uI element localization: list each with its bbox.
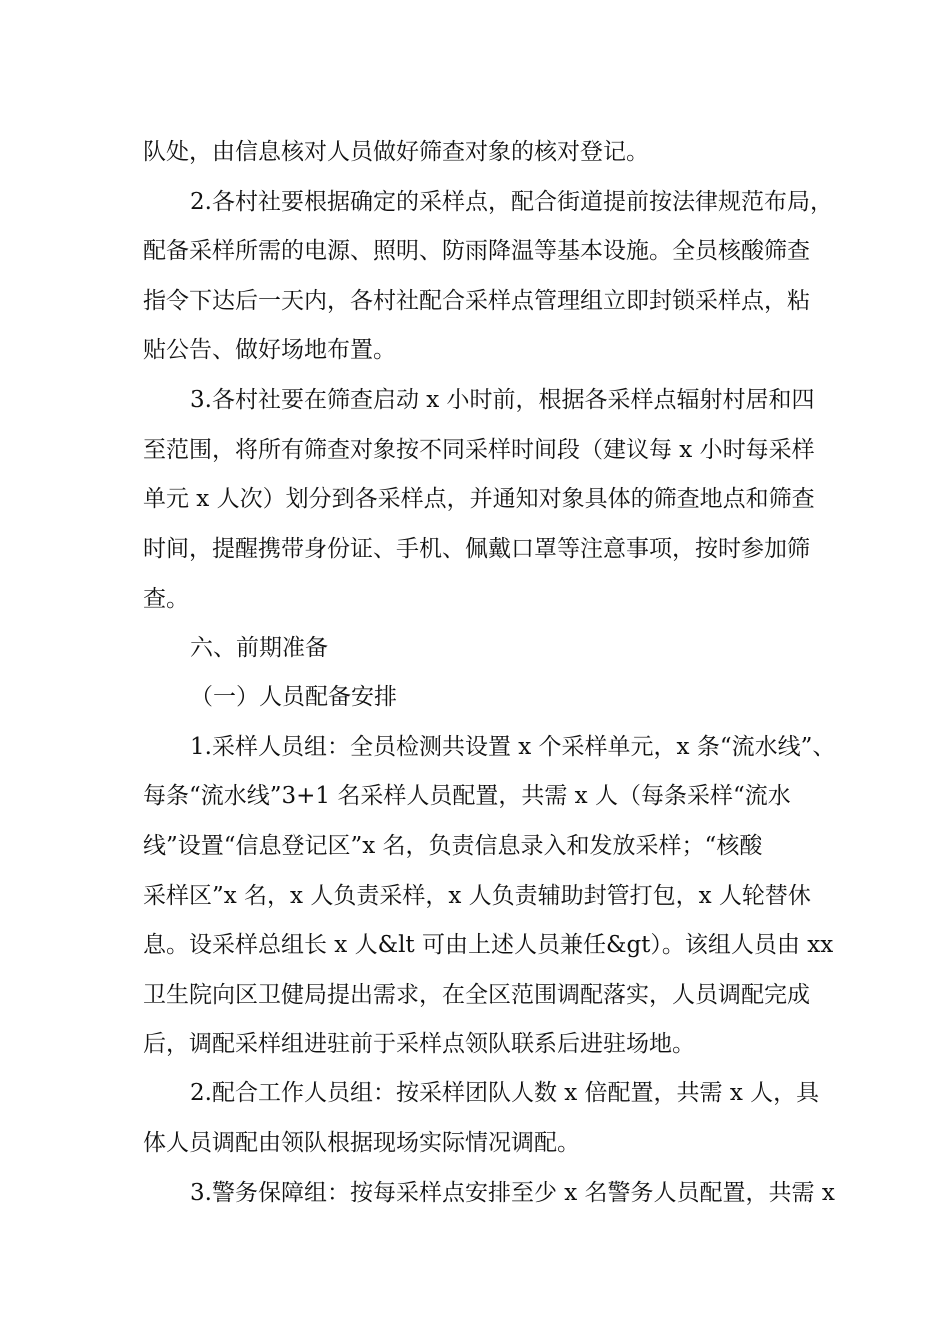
text-line-1: 队处，由信息核对人员做好筛查对象的核对登记。 <box>143 139 649 165</box>
text-line-4: 指令下达后一天内，各村社配合采样点管理组立即封锁采样点，粘 <box>143 288 810 314</box>
text-line-6: 3.各村社要在筛查启动 x 小时前，根据各采样点辐射村居和四 <box>190 387 815 413</box>
text-line-20: 2.配合工作人员组：按采样团队人数 x 倍配置，共需 x 人，具 <box>190 1080 820 1106</box>
text-line-17: 息。设采样总组长 x 人&lt 可由上述人员兼任&gt）。该组人员由 xx <box>143 932 834 958</box>
text-line-2: 2.各村社要根据确定的采样点，配合街道提前按法律规范布局， <box>190 189 833 215</box>
text-line-15: 线”设置“信息登记区”x 名，负责信息录入和发放采样；“核酸 <box>143 833 763 859</box>
text-line-22: 3.警务保障组：按每采样点安排至少 x 名警务人员配置，共需 x <box>190 1180 835 1206</box>
text-line-3: 配备采样所需的电源、照明、防雨降温等基本设施。全员核酸筛查 <box>143 238 810 264</box>
subsection-heading: （一）人员配备安排 <box>190 684 397 710</box>
text-line-5: 贴公告、做好场地布置。 <box>143 337 396 363</box>
text-line-13: 1.采样人员组：全员检测共设置 x 个采样单元，x 条“流水线”、 <box>190 734 836 760</box>
text-line-19: 后，调配采样组进驻前于采样点领队联系后进驻场地。 <box>143 1031 695 1057</box>
text-line-18: 卫生院向区卫健局提出需求，在全区范围调配落实，人员调配完成 <box>143 982 810 1008</box>
text-line-16: 采样区”x 名，x 人负责采样，x 人负责辅助封管打包，x 人轮替休 <box>143 883 811 909</box>
section-heading: 六、前期准备 <box>190 635 328 661</box>
text-line-10: 查。 <box>143 586 189 612</box>
text-line-14: 每条“流水线”3+1 名采样人员配置，共需 x 人（每条采样“流水 <box>143 783 791 809</box>
text-line-7: 至范围，将所有筛查对象按不同采样时间段（建议每 x 小时每采样 <box>143 437 815 463</box>
text-line-21: 体人员调配由领队根据现场实际情况调配。 <box>143 1130 580 1156</box>
text-line-8: 单元 x 人次）划分到各采样点，并通知对象具体的筛查地点和筛查 <box>143 486 815 512</box>
text-line-9: 时间，提醒携带身份证、手机、佩戴口罩等注意事项，按时参加筛 <box>143 536 810 562</box>
